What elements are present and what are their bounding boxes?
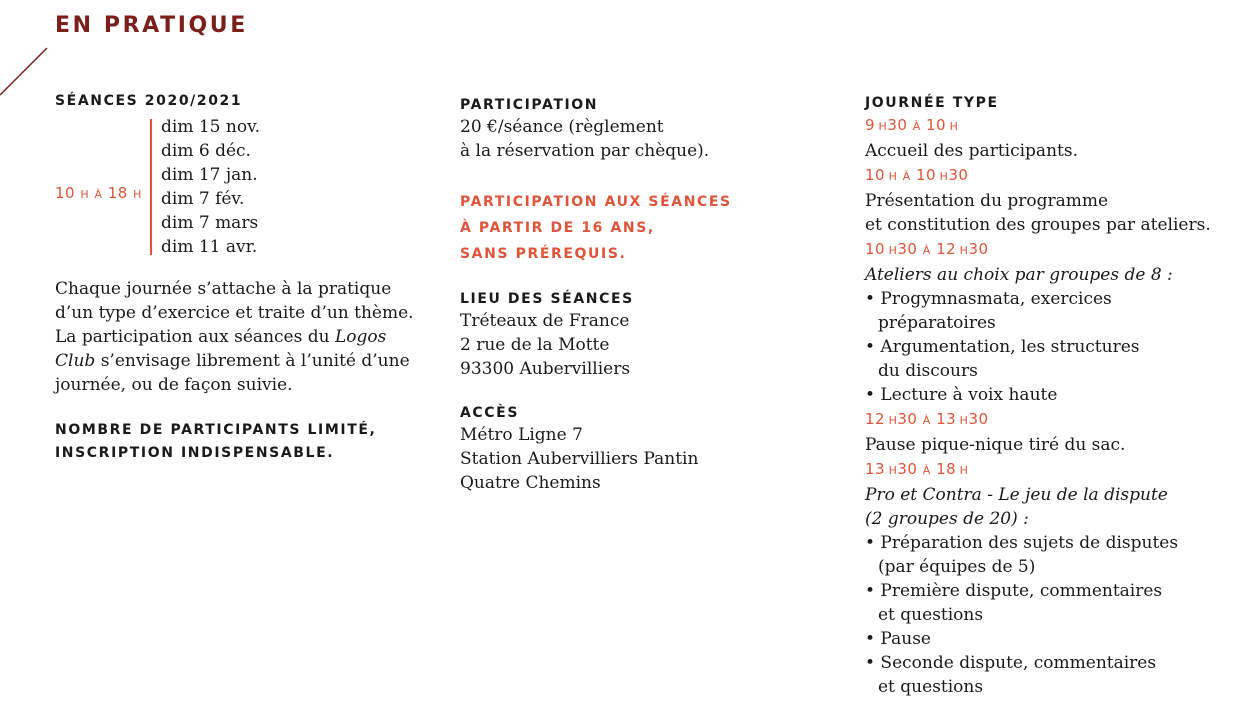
time-minute: 30: [897, 460, 918, 478]
info-column: [460, 95, 820, 517]
time-slot: [865, 237, 1245, 263]
time-minute: 30: [897, 410, 918, 428]
address-line: 93300 Aubervilliers: [460, 359, 631, 379]
bullet-item: • Progymnasmata, exercices: [865, 289, 1112, 309]
journee-heading: JOURNÉE TYPE: [865, 95, 999, 111]
participation-line: 20 €/séance (règlement: [460, 117, 664, 137]
age-line: SANS PRÉREQUIS.: [460, 246, 627, 262]
time-slot: [865, 407, 1245, 433]
time-unit: H: [959, 464, 969, 477]
date-item: dim 7 mars: [161, 213, 259, 233]
description-line: d’un type d’exercice et traite d’un thème.: [55, 303, 414, 323]
time-unit: H: [959, 244, 969, 257]
club-italic: Club: [55, 351, 96, 371]
bullet-item: • Argumentation, les structures: [865, 337, 1140, 357]
date-item: dim 15 nov.: [161, 117, 261, 137]
time-hour: 9: [865, 116, 876, 134]
bullet-item: • Première dispute, commentaires: [865, 581, 1163, 601]
time-separator: À: [902, 170, 911, 183]
age-line: À PARTIR DE 16 ANS,: [460, 220, 655, 236]
description-line: Chaque journée s’attache à la pratique: [55, 279, 392, 299]
slot-description: Accueil des participants.: [865, 141, 1078, 161]
time-hour: 13: [936, 410, 957, 428]
participation-heading: PARTICIPATION: [460, 97, 599, 113]
time-slot: [865, 163, 1245, 189]
acces-line: Station Aubervilliers Pantin: [460, 449, 699, 469]
bullet-continuation: préparatoires: [878, 313, 996, 333]
time-hour: 12: [865, 410, 886, 428]
page-title: EN PRATIQUE: [55, 13, 248, 38]
bullet-item: • Préparation des sujets de disputes: [865, 533, 1179, 553]
description-paragraph: [55, 277, 435, 397]
date-item: dim 17 jan.: [161, 165, 258, 185]
lieu-heading: LIEU DES SÉANCES: [460, 291, 634, 307]
time-unit: H: [959, 414, 969, 427]
time-hour: 10: [926, 116, 947, 134]
participants-note: [55, 419, 435, 465]
address-line: 2 rue de la Motte: [460, 335, 610, 355]
bullet-continuation: et questions: [878, 677, 984, 697]
time-minute: 30: [968, 410, 989, 428]
text-run: La participation aux séances du: [55, 327, 330, 347]
time-separator: À: [922, 244, 931, 257]
time-unit: H: [888, 464, 898, 477]
time-minute: 30: [948, 166, 969, 184]
seances-time-range: [55, 181, 142, 207]
description-line: [55, 325, 435, 349]
time-end: 18: [107, 184, 128, 202]
time-minute: 30: [897, 240, 918, 258]
time-minute: 30: [887, 116, 908, 134]
decorative-diagonal-line: [0, 44, 60, 104]
time-slot: [865, 457, 1245, 483]
participation-block: [460, 95, 820, 163]
date-item: dim 11 avr.: [161, 237, 258, 257]
slot-description: Ateliers au choix par groupes de 8 :: [865, 265, 1173, 285]
time-separator: À: [922, 464, 931, 477]
time-unit: H: [888, 170, 898, 183]
seances-dates-block: [55, 115, 435, 255]
time-hour: 12: [936, 240, 957, 258]
note-line: INSCRIPTION INDISPENSABLE.: [55, 445, 335, 461]
dates-divider-line: [150, 119, 152, 255]
date-item: dim 6 déc.: [161, 141, 251, 161]
bullet-continuation: (par équipes de 5): [878, 557, 1036, 577]
bullet-item: • Pause: [865, 629, 931, 649]
slot-description: Pause pique-nique tiré du sac.: [865, 435, 1126, 455]
seances-column: [55, 91, 435, 465]
bullet-continuation: et questions: [878, 605, 984, 625]
time-hour: 13: [865, 460, 886, 478]
time-separator: À: [922, 414, 931, 427]
age-requirement: [460, 189, 820, 267]
time-unit: H: [949, 120, 959, 133]
slot-description: (2 groupes de 20) :: [865, 509, 1029, 529]
acces-line: Métro Ligne 7: [460, 425, 583, 445]
acces-block: [460, 403, 820, 495]
time-minute: 30: [968, 240, 989, 258]
bullet-continuation: du discours: [878, 361, 978, 381]
time-slot: [865, 113, 1245, 139]
bullet-item: • Seconde dispute, commentaires: [865, 653, 1157, 673]
time-unit: H: [80, 188, 90, 201]
time-start: 10: [55, 184, 76, 202]
description-line: [55, 349, 435, 373]
slot-description: Présentation du programme: [865, 191, 1109, 211]
text-run: s’envisage librement à l’unité d’une: [100, 351, 410, 371]
description-line: journée, ou de façon suivie.: [55, 375, 293, 395]
acces-line: Quatre Chemins: [460, 473, 601, 493]
date-item: dim 7 fév.: [161, 189, 245, 209]
journee-type-column: [865, 93, 1245, 699]
time-hour: 10: [865, 240, 886, 258]
time-separator: À: [912, 120, 921, 133]
time-hour: 10: [865, 166, 886, 184]
logos-italic: Logos: [334, 327, 387, 347]
address-line: Tréteaux de France: [460, 311, 630, 331]
age-line: PARTICIPATION AUX SÉANCES: [460, 194, 732, 210]
time-unit: H: [133, 188, 142, 201]
participation-line: à la réservation par chèque).: [460, 141, 710, 161]
time-hour: 18: [936, 460, 957, 478]
slot-description: Pro et Contra - Le jeu de la dispute: [865, 485, 1168, 505]
time-unit: H: [888, 414, 898, 427]
time-unit: H: [888, 244, 898, 257]
time-unit: H: [939, 170, 949, 183]
acces-heading: ACCÈS: [460, 405, 520, 421]
note-line: NOMBRE DE PARTICIPANTS LIMITÉ,: [55, 422, 377, 438]
time-separator: À: [94, 188, 103, 201]
lieu-block: [460, 289, 820, 381]
time-hour: 10: [915, 166, 937, 184]
slot-description: et constitution des groupes par ateliers.: [865, 215, 1211, 235]
bullet-item: • Lecture à voix haute: [865, 385, 1058, 405]
time-unit: H: [878, 120, 888, 133]
seances-heading: SÉANCES 2020/2021: [55, 93, 243, 109]
dates-list: [161, 115, 260, 259]
